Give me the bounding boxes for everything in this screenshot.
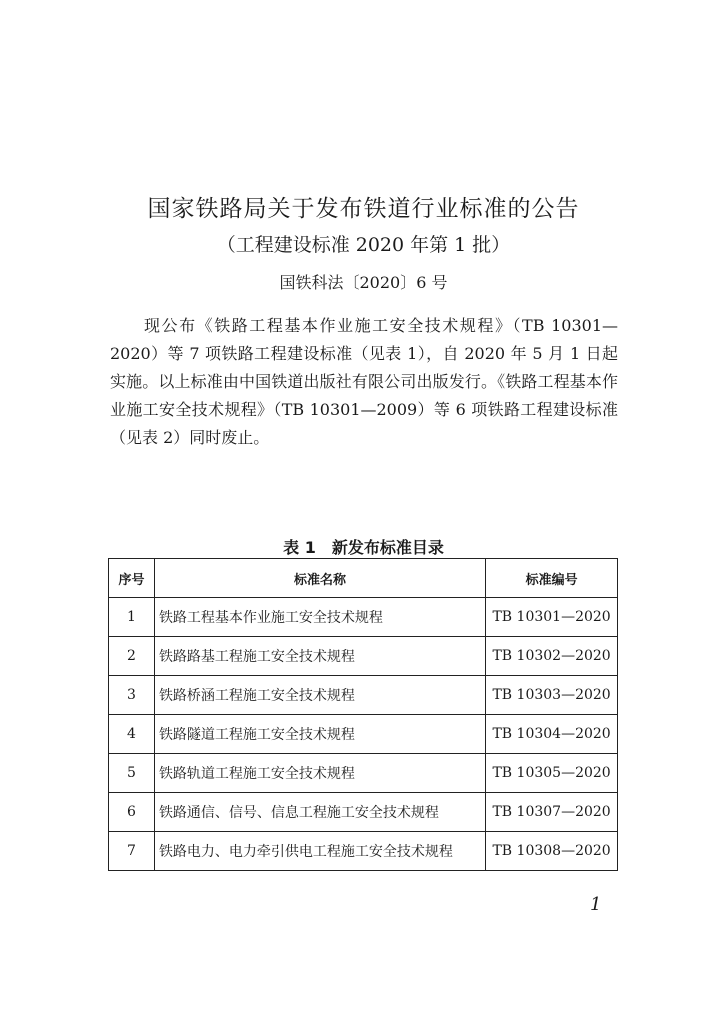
table-row [109,793,618,832]
header-serial: 序号 [109,559,155,598]
row-serial: 6 [109,793,155,832]
row-standard-code: TB 10303—2020 [486,676,618,715]
row-standard-name: 铁路工程基本作业施工安全技术规程 [154,598,485,637]
row-standard-code: TB 10304—2020 [486,715,618,754]
header-standard-code: 标准编号 [486,559,618,598]
table-row [109,676,618,715]
row-serial: 1 [109,598,155,637]
row-standard-code: TB 10307—2020 [486,793,618,832]
header-standard-name: 标准名称 [154,559,485,598]
row-serial: 2 [109,637,155,676]
table-title: 表 1 新发布标准目录 [283,538,444,557]
page-number: 1 [590,894,602,915]
document-title: 国家铁路局关于发布铁道行业标准的公告 [147,196,580,222]
table-row [109,754,618,793]
document-subtitle: （工程建设标准 2020 年第 1 批） [216,234,511,256]
row-standard-name: 铁路轨道工程施工安全技术规程 [154,754,485,793]
row-serial: 3 [109,676,155,715]
table-row [109,598,618,637]
row-standard-code: TB 10301—2020 [486,598,618,637]
row-standard-name: 铁路电力、电力牵引供电工程施工安全技术规程 [154,832,485,871]
row-serial: 4 [109,715,155,754]
standards-table [108,558,618,871]
row-standard-code: TB 10308—2020 [486,832,618,871]
table-row [109,637,618,676]
document-number: 国铁科法〔2020〕6 号 [279,273,448,292]
table-row [109,832,618,871]
row-standard-name: 铁路路基工程施工安全技术规程 [154,637,485,676]
row-serial: 5 [109,754,155,793]
row-serial: 7 [109,832,155,871]
row-standard-name: 铁路通信、信号、信息工程施工安全技术规程 [154,793,485,832]
row-standard-name: 铁路桥涵工程施工安全技术规程 [154,676,485,715]
row-standard-code: TB 10305—2020 [486,754,618,793]
table-row [109,715,618,754]
row-standard-code: TB 10302—2020 [486,637,618,676]
row-standard-name: 铁路隧道工程施工安全技术规程 [154,715,485,754]
announcement-paragraph: 现公布《铁路工程基本作业施工安全技术规程》（TB 10301—2020）等 7 项铁路工程建设标准（见表 1），自 2020 年 5 月 1 日起实施。以上标准由中国铁道出版社有限公司出版发行。《铁路工程基本作业施工安全技术规程》（TB 10301—2009）等 6 项铁路工程建设标准（见表 2）同时废止。 [110,316,618,447]
table-header-row [109,559,618,598]
